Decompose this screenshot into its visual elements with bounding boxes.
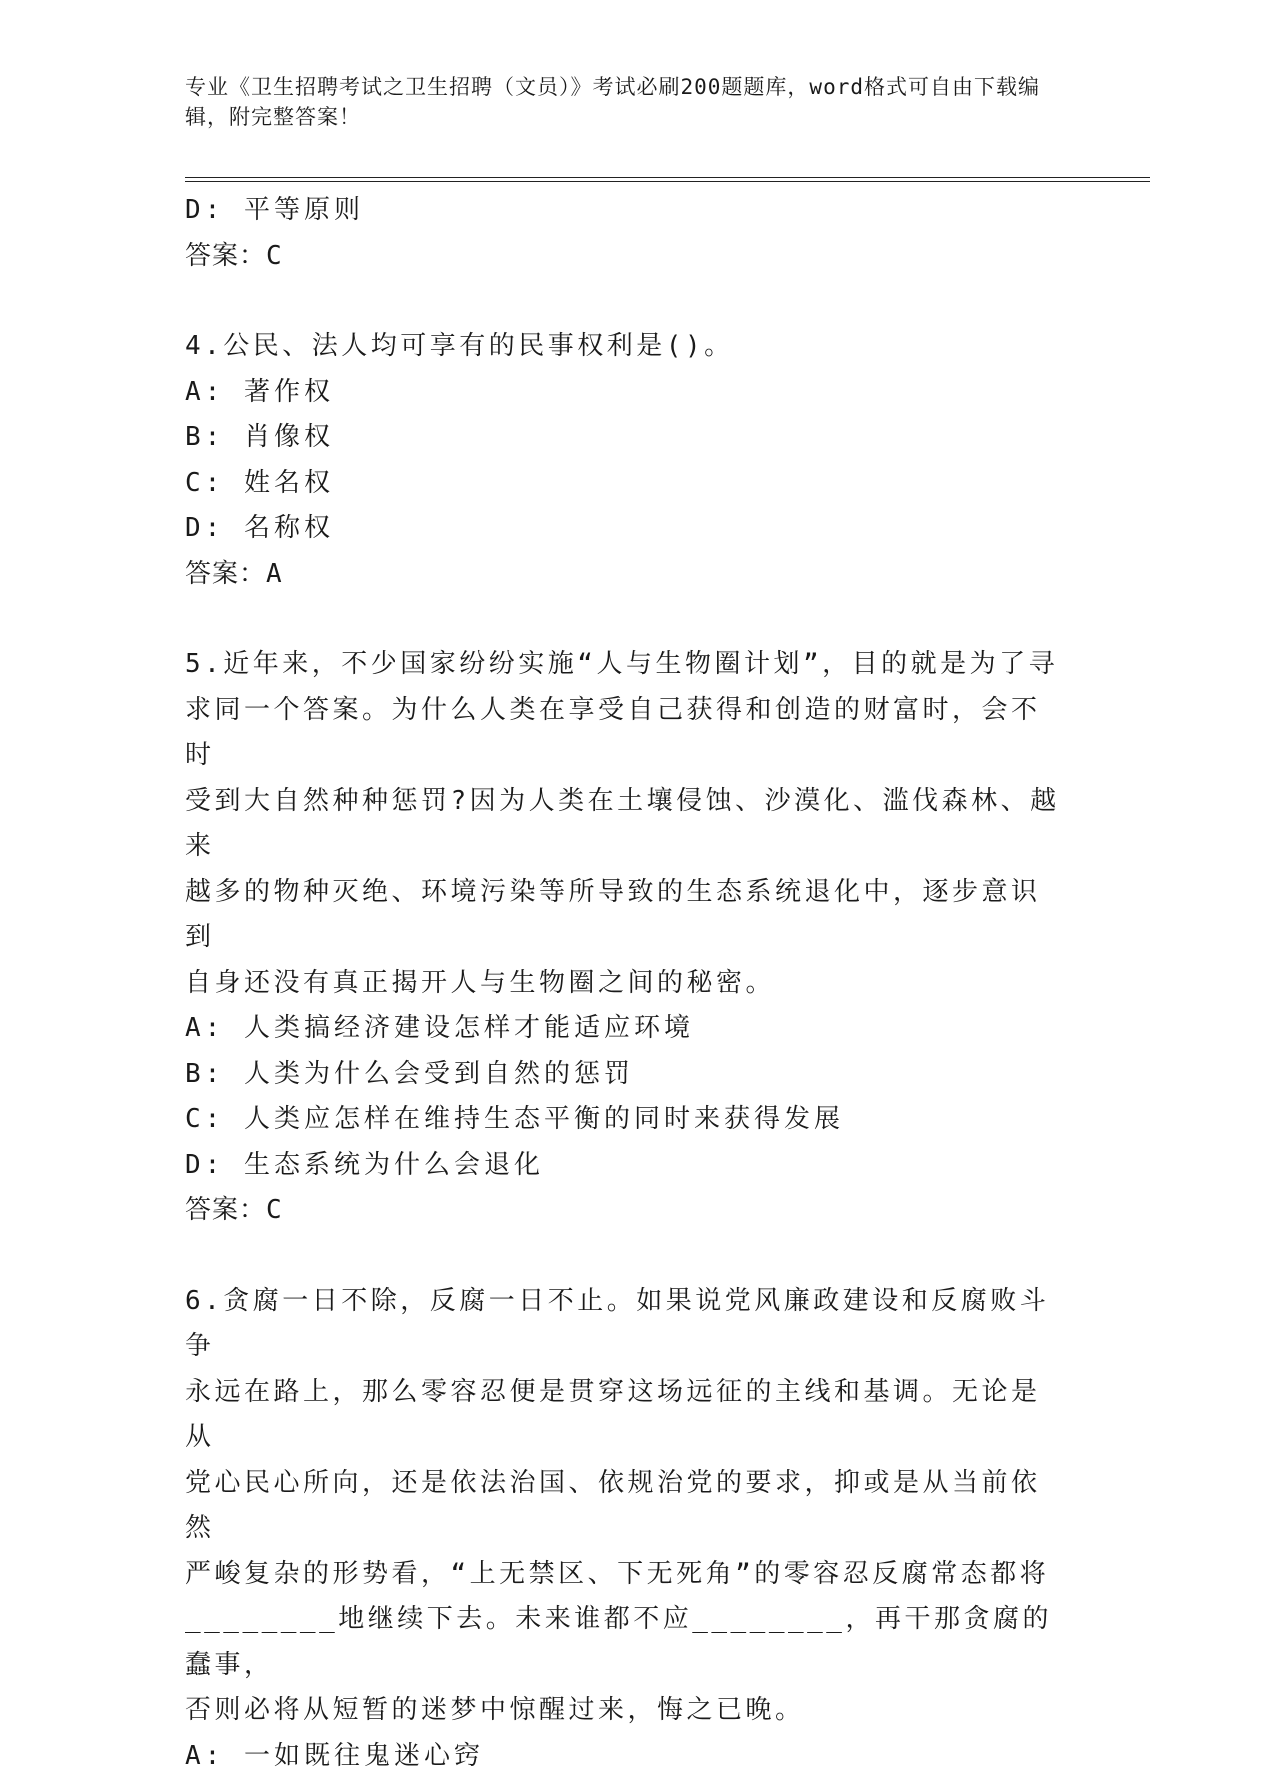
option-c: C: 姓名权 — [185, 461, 1065, 507]
question-5 — [185, 642, 1065, 1234]
document-header — [185, 72, 1065, 132]
answer: 答案：C — [185, 234, 1065, 280]
question-stem-line: 6.贪腐一日不除，反腐一日不止。如果说党风廉政建设和反腐败斗争 — [185, 1279, 1065, 1370]
document-body — [185, 188, 1065, 1779]
question-stem-line: 严峻复杂的形势看，“上无禁区、下无死角”的零容忍反腐常态都将 — [185, 1552, 1065, 1598]
question-stem-line: 越多的物种灭绝、环境污染等所导致的生态系统退化中，逐步意识到 — [185, 870, 1065, 961]
option-d: D: 平等原则 — [185, 188, 1065, 234]
header-divider-bottom — [185, 181, 1150, 182]
question-stem-line: 受到大自然种种惩罚?因为人类在土壤侵蚀、沙漠化、滥伐森林、越来 — [185, 779, 1065, 870]
question-4 — [185, 324, 1065, 597]
question-stem-line: 永远在路上，那么零容忍便是贯穿这场远征的主线和基调。无论是从 — [185, 1370, 1065, 1461]
question-stem-line: ________地继续下去。未来谁都不应________，再干那贪腐的蠢事， — [185, 1597, 1065, 1688]
answer: 答案：C — [185, 1188, 1065, 1234]
question-stem-line: 党心民心所向，还是依法治国、依规治党的要求，抑或是从当前依然 — [185, 1461, 1065, 1552]
question-stem: 4.公民、法人均可享有的民事权利是()。 — [185, 324, 1065, 370]
header-text: 专业《卫生招聘考试之卫生招聘（文员）》考试必刷200题题库，word格式可自由下载编辑，附完整答案！ — [185, 75, 1040, 129]
option-b: B: 人类为什么会受到自然的惩罚 — [185, 1052, 1065, 1098]
option-d: D: 名称权 — [185, 506, 1065, 552]
option-c: C: 人类应怎样在维持生态平衡的同时来获得发展 — [185, 1097, 1065, 1143]
header-divider-top — [185, 177, 1150, 178]
option-b: B: 肖像权 — [185, 415, 1065, 461]
question-stem-line: 否则必将从短暂的迷梦中惊醒过来，悔之已晚。 — [185, 1688, 1065, 1734]
question-stem-line: 自身还没有真正揭开人与生物圈之间的秘密。 — [185, 961, 1065, 1007]
question-stem-line: 5.近年来，不少国家纷纷实施“人与生物圈计划”，目的就是为了寻 — [185, 642, 1065, 688]
option-a: A: 人类搞经济建设怎样才能适应环境 — [185, 1006, 1065, 1052]
option-a: A: 一如既往鬼迷心窍 — [185, 1734, 1065, 1779]
option-a: A: 著作权 — [185, 370, 1065, 416]
question-stem-line: 求同一个答案。为什么人类在享受自己获得和创造的财富时，会不时 — [185, 688, 1065, 779]
question-6 — [185, 1279, 1065, 1779]
option-d: D: 生态系统为什么会退化 — [185, 1143, 1065, 1189]
answer: 答案：A — [185, 552, 1065, 598]
